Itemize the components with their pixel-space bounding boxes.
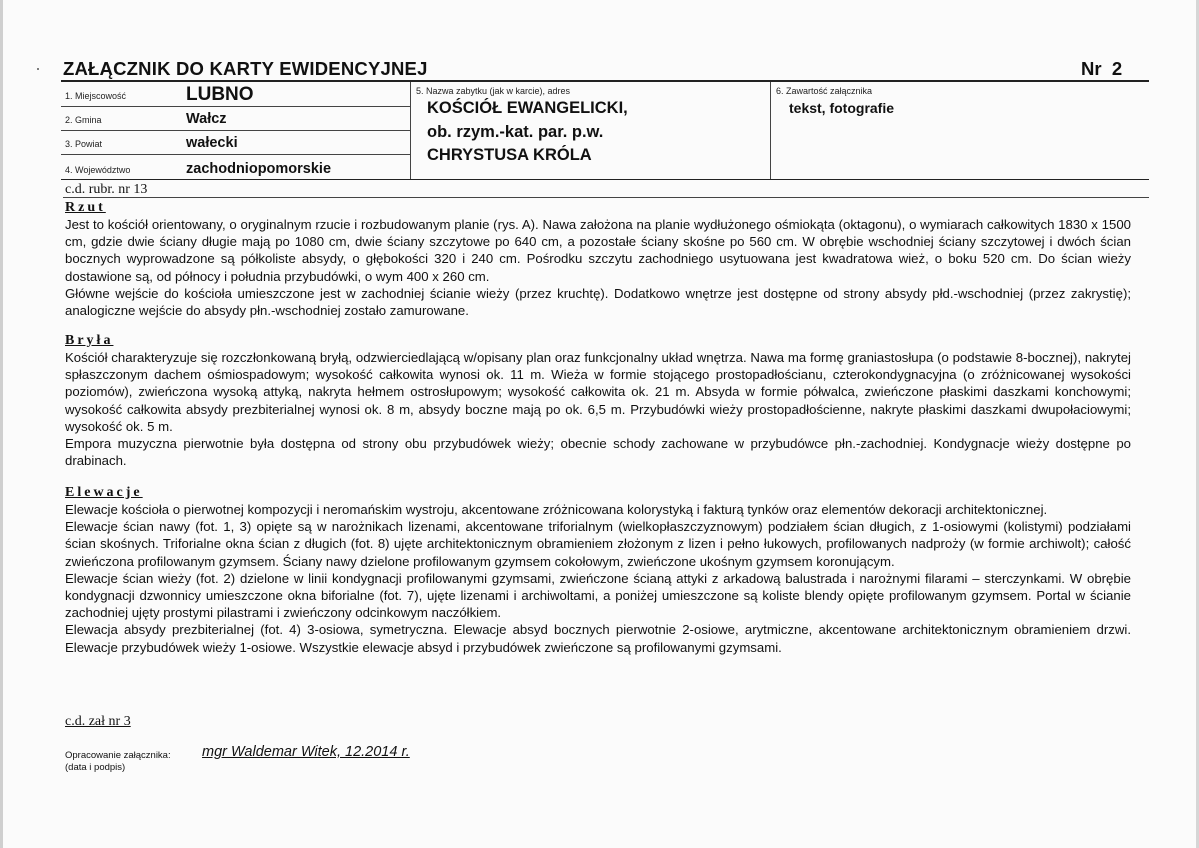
section-rzut [65, 200, 1131, 319]
nazwa-line-3: CHRYSTUSA KRÓLA [427, 146, 592, 164]
column-divider [770, 82, 771, 180]
header-bottom-rule [61, 179, 1149, 180]
section-heading: Rzut [65, 200, 106, 215]
nazwa-line-1: KOŚCIÓŁ EWANGELICKI, [427, 99, 628, 117]
document-title: ZAŁĄCZNIK DO KARTY EWIDENCYJNEJ [63, 58, 428, 79]
nazwa-line-2: ob. rzym.-kat. par. p.w. [427, 123, 604, 141]
gmina-value: Wałcz [186, 111, 227, 127]
paragraph: Główne wejście do kościoła umieszczone jest w zachodniej ścianie wieży (przez kruchtę). Dodatkowo wnętrze jest dostępne od strony absydy płd.-wschodniej (przez zakrystię); analogiczne wejście do absydy płn.-wschodniej zostało zamurowane. [65, 285, 1131, 319]
paragraph: Elewacja absydy prezbiterialnej (fot. 4) 3-osiowa, symetryczna. Elewacje absyd bocznych pierwotnie 2-osiowe, arytmiczne, akcentowane architektonicznym obramieniem drzwi. Elewacje przybudówek wieży 1-osiowe. Wszystkie elewacje absyd i przybudówek zwieńczone są profilowanymi gzymsami. [65, 622, 1131, 655]
row-divider [61, 106, 410, 107]
zawartosc-label: 6. Zawartość załącznika [776, 86, 873, 96]
miejscowosc-label: 1. Miejscowość [65, 91, 127, 101]
column-divider [410, 82, 411, 180]
row-divider [61, 130, 410, 131]
gmina-label: 2. Gmina [65, 115, 102, 125]
author-label-line-2: (data i podpis) [65, 762, 126, 773]
paragraph: Elewacje ścian nawy (fot. 1, 3) opięte są w narożnikach lizenami, akcentowane triforialnym (wielkopłaszczyznowym) podziałem ścian długich, z 1-osiowymi (kolistymi) podziałami ścian skośnych. Triforialne okna ścian z długich (fot. 8) ujęte architektonicznym obramieniem złożonym z lizen i pełno łukowych, profilowanych nadproży (w formie archiwolt); całość zwieńczona profilowanym gzymsem. Ściany nawy dzielone profilowanym gzymsem cokołowym, zwieńczone ukośnym gzymsem koronującym. [65, 519, 1131, 569]
powiat-label: 3. Powiat [65, 139, 103, 149]
powiat-value: wałecki [186, 135, 238, 151]
wojewodztwo-value: zachodniopomorskie [186, 161, 332, 177]
paragraph: Kościół charakteryzuje się rozczłonkowaną bryłą, odzwierciedlającą w/opisany plan oraz funkcjonalny układ wnętrza. Nawa ma formę graniastosłupa (o podstawie 8-bocznej), nakrytej spłaszczonym dachem ośmiospadowym; wysokość całkowita wynosi ok. 11 m. Wieża w formie stojącego prostopadłościanu, czterokondygnacyjna (o zróżnicowanej wysokości poziomów), zwieńczona wysoką attyką, nakryta hełmem ostrosłupowym; wysokość całkowita ok. 21 m. Absyda w formie półwalca, zwieńczone płaskimi daszkami konchowymi; wysokość całkowita absydy prezbiterialnej wynosi ok. 8 m, absydy boczne mają po ok. 6,5 m. Przybudówki wieży prostopadłościenne, nakryte płaskimi daszkami dwupołaciowymi; wysokość ok. 5 m. [65, 350, 1131, 434]
miejscowosc-value: LUBNO [186, 84, 254, 105]
author-label-line-1: Opracowanie załącznika: [65, 750, 171, 761]
row-divider [61, 154, 410, 155]
section-heading: Elewacje [65, 485, 143, 500]
header-table [61, 82, 1149, 180]
nazwa-label: 5. Nazwa zabytku (jak w karcie), adres [416, 86, 571, 96]
rubric-continuation: c.d. rubr. nr 13 [65, 182, 148, 197]
paragraph: Jest to kościół orientowany, o oryginalnym rzucie i rozbudowanym planie (rys. A). Nawa założona na planie wydłużonego ośmiokąta (oktagonu), o wymiarach całkowitych 1830 x 1500 cm, gdzie dwie ściany długie mają po 1080 cm, dwie ściany szczytowe po 640 cm, a pozostałe ściany skośne po 560 cm. W obrębie wschodniej ściany szczytowej i dwóch ścian bocznych wyprowadzone są półkoliste absydy, o głębokości 320 i 240 cm. Pośrodku szczytu zachodniego usytuowana jest kwadratowa wież, o boku 520 cm. Do ścian wieży dostawione są, od północy i południa przybudówki, o wym 400 x 260 cm. [65, 217, 1131, 284]
attachment-number: Nr 2 [1081, 58, 1123, 79]
author-label [65, 750, 171, 774]
section-bryla [65, 333, 1131, 469]
author-signature: mgr Waldemar Witek, 12.2014 r. [202, 744, 410, 760]
rubric-rule [63, 197, 1149, 198]
section-heading: Bryła [65, 333, 114, 348]
paragraph: Elewacje ścian wieży (fot. 2) dzielone w linii kondygnacji profilowanymi gzymsami, zwieńczone ścianą attyki z arkadową balustrada i narożnymi filarami – sterczynkami. W obrębie kondygnacji dzwonnicy umieszczone okna biforialne (fot. 7), ujęte lizenami i archiwoltami, a poniżej umieszczone są koliste blendy opięte profilowanym gzymsem. Portal w ścianie zachodniej ujęty prostymi pilastrami i zwieńczony odcinkowym naczółkiem. [65, 570, 1131, 621]
paragraph: Elewacje kościoła o pierwotnej kompozycji i neromańskim wystroju, akcentowane zróżnicowana kolorystyką i fakturą tynków oraz elementów dekoracji architektonicznej. [65, 502, 1048, 517]
scan-dot [37, 68, 39, 70]
paragraph: Empora muzyczna pierwotnie była dostępna od strony obu przybudówek wieży; obecnie schody zachowane w przybudówce płn.-zachodniej. Kondygnacje wieży dostępne po drabinach. [65, 436, 1131, 469]
section-elewacje [65, 485, 1131, 656]
zawartosc-value: tekst, fotografie [789, 100, 895, 116]
attachment-continuation: c.d. zał nr 3 [65, 714, 131, 729]
wojewodztwo-label: 4. Województwo [65, 165, 131, 175]
